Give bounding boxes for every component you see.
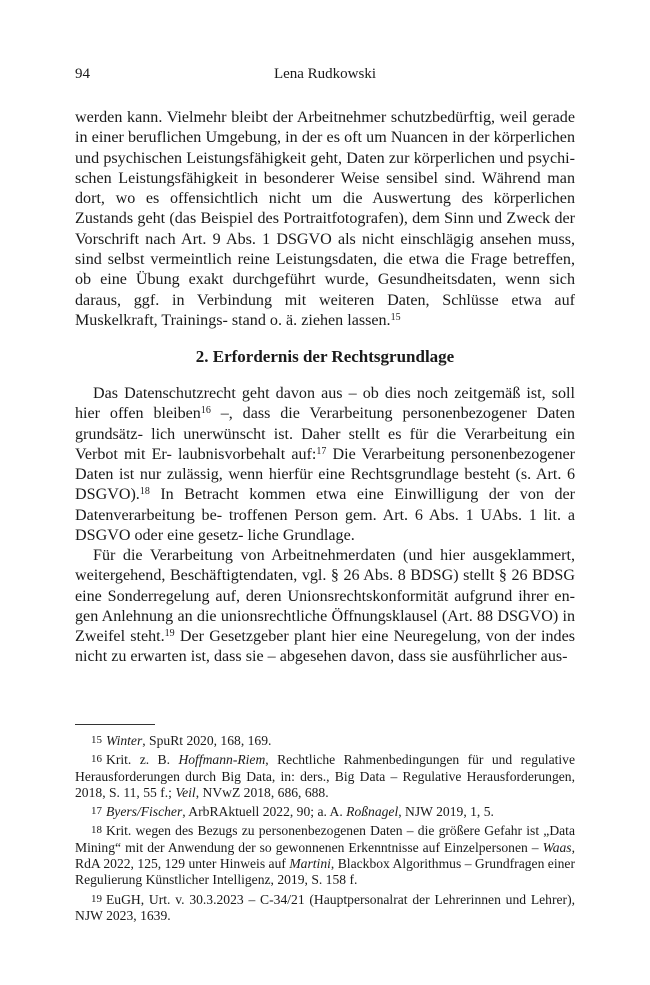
footnote-text: Krit. z. B. [106, 752, 179, 768]
footnote-text: , NVwZ 2018, 686, 688. [195, 784, 329, 800]
footnote-number: 16 [91, 753, 102, 766]
text-line: Zweifel steht. [75, 628, 165, 646]
footnote-reference[interactable]: 17 [316, 445, 327, 457]
paragraph-3 [75, 546, 575, 668]
footnote-15 [75, 732, 575, 749]
footnote-reference[interactable]: 15 [390, 311, 401, 323]
text-line: stand o. ä. ziehen lassen. [231, 311, 391, 329]
footnote-author: Veil [175, 784, 196, 800]
footnote-18 [75, 822, 575, 888]
footnote-text: Krit. wegen des Bezugs zu personenbezogenen Daten – die größere Gefahr ist „Data Mining“ mit der Anwendung der so gewonnenen Erkenntnisse auf Einzelpersonen – [75, 823, 575, 855]
footnote-text: , Blackbox Algorithmus – Grundfragen einer Regulierung Künstlicher Intelligenz, 2019, S. 158 f. [75, 856, 575, 888]
footnote-text: EuGH, Urt. v. 30.3.2023 – C-34/21 (Hauptpersonalrat der Lehrerinnen und Lehrer), NJW 2023, 1639. [75, 891, 575, 923]
footnote-author: Winter [106, 733, 143, 748]
footnotes [75, 732, 575, 926]
footnote-19 [75, 891, 575, 925]
footnote-text: , Rechtliche Rahmenbedingungen für und regulative Herausforderungen durch Big Data, in: ders., Big Data – Regulative Herausforderungen, 2018, S. 11, 55 f.; [75, 752, 575, 800]
text-line: troffenen Person gem. Art. 6 Abs. 1 UAbs. 1 lit. a DSGVO oder eine gesetz- [75, 506, 575, 545]
text-line: geht (das Beispiel des Portraitfotografen), dem Sinn und Zweck der Vorschrift [75, 210, 575, 248]
footnote-text: , NJW 2019, 1, 5. [398, 804, 494, 820]
text-line: zulässig, wenn hierfür eine Rechtsgrundlage besteht (s. Art. 6 DSGVO). [75, 466, 576, 504]
text-line: laubnisvorbehalt auf: [177, 445, 317, 463]
text-line: und psychischen Leistungsfähigkeit geht, Daten zur körperlichen und psychi- [75, 149, 575, 167]
footnote-number: 19 [91, 892, 102, 905]
footnote-reference[interactable]: 16 [200, 405, 211, 417]
text-line: Der Gesetzgeber plant hier eine Neuregelung, von der indes [174, 628, 575, 646]
footnote-reference[interactable]: 18 [139, 486, 150, 498]
text-line: werden kann. Vielmehr bleibt der Arbeitnehmer schutzbedürftig, weil gerade [75, 109, 575, 126]
text-line: liche Grundlage. [247, 527, 355, 545]
footnote-number: 18 [91, 824, 102, 837]
text-line: gen Anlehnung an die unionsrechtliche Öffnungsklausel (Art. 88 DSGVO) in [75, 607, 575, 625]
text-line: –, dass die Verarbeitung personenbezogener Daten grundsätz- [75, 405, 575, 443]
text-line: Für die Verarbeitung von Arbeitnehmerdaten (und hier ausgeklammert, [93, 547, 575, 564]
footnote-17 [75, 803, 575, 820]
text-line: dort, wo es offensichtlich nicht um die Auswertung des körperlichen Zustands [75, 190, 575, 228]
text-line: vermeintlich reine Leistungsdaten, die etwa die Frage betreffen, ob eine [75, 251, 575, 289]
text-line: in Verbindung mit weiteren Daten, Schlüsse etwa auf Muskelkraft, Trainings- [75, 291, 575, 329]
text-line: eine Sonderregelung auf, deren Unionsrechtskonformität aufgrund ihrer en- [75, 587, 575, 605]
footnote-author: Martini [289, 856, 331, 872]
running-head-author: Lena Rudkowski [273, 66, 377, 82]
footnote-author: Hoffmann-Riem [178, 752, 266, 768]
text-line: Betracht kommen etwa eine Einwilligung der von der Datenverarbeitung be- [75, 486, 575, 524]
text-line: offen bleiben [109, 405, 201, 423]
text-line: lich unerwünscht ist. Daher stellt es für die Verarbeitung ein Verbot mit Er- [75, 425, 575, 463]
footnote-text: , ArbRAktuell 2022, 90; a. A. [182, 804, 347, 820]
text-line: In [149, 486, 174, 504]
text-line: Übung exakt durchgeführt wurde, Gesundheitsdaten, wenn sich daraus, ggf. [75, 271, 576, 309]
paragraph-1 [75, 108, 575, 331]
text-line: schen Leistungsfähigkeit in besonderer Weise sensibel sind. Während man [75, 169, 575, 187]
text-line: in einer beruflichen Umgebung, in der es oft um Nuancen in der körperlichen [75, 129, 575, 147]
footnote-text: , SpuRt 2020, 168, 169. [142, 733, 272, 748]
text-line: nicht zu erwarten ist, dass sie – abgesehen davon, dass sie ausführlicher aus- [75, 648, 568, 666]
text-line: Das Datenschutzrecht geht davon aus – ob dies noch zeitgemäß ist, soll hier [75, 385, 575, 423]
footnote-author: Roßnagel [346, 804, 399, 820]
footnote-reference[interactable]: 19 [164, 628, 175, 640]
footnote-number: 15 [91, 734, 102, 746]
footnote-author: Waas [542, 839, 572, 855]
page-number: 94 [75, 66, 90, 82]
footnote-divider [75, 724, 155, 725]
footnote-16 [75, 751, 575, 801]
text-line: nach Art. 9 Abs. 1 DSGVO als nicht einschlägig ansehen muss, sind selbst [75, 230, 575, 269]
footnote-text: , RdA 2022, 125, 129 unter Hinweis auf [75, 839, 575, 872]
footnote-number: 17 [91, 805, 102, 818]
page-header [75, 66, 575, 86]
text-line: weitergehend, Beschäftigtendaten, vgl. § 26 Abs. 8 BDSG) stellt § 26 BDSG [75, 567, 575, 585]
section-heading: 2. Erfordernis der Rechtsgrundlage [195, 347, 455, 366]
paragraph-2 [75, 384, 575, 546]
text-line: Die Verarbeitung personenbezogener Daten ist nur [75, 445, 575, 484]
footnote-author: Byers/Fischer [106, 804, 183, 820]
